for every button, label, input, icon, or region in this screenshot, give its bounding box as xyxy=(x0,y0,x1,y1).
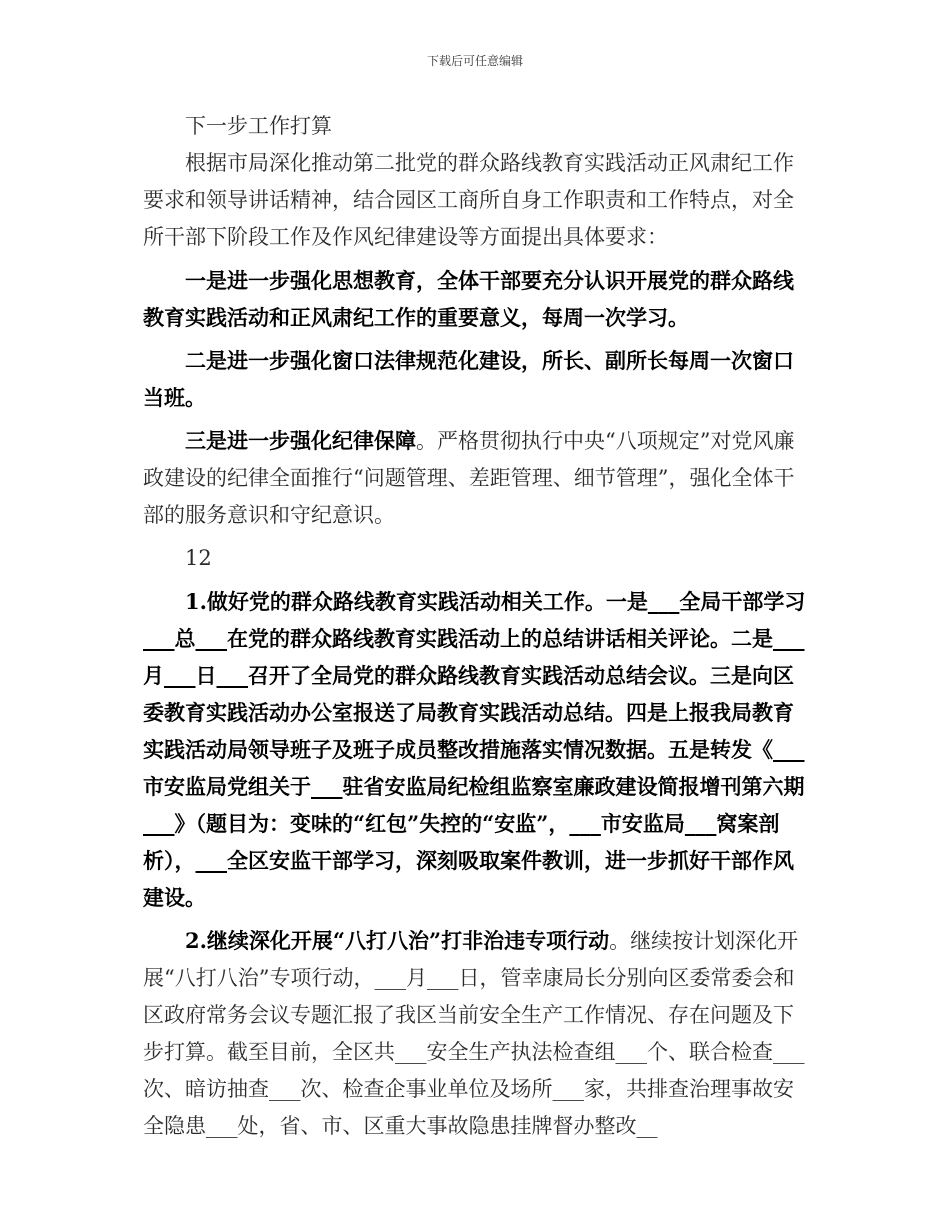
section-number: 12 xyxy=(185,546,212,570)
section-one-paragraph: 1.做好党的群众路线教育实践活动相关工作。一是___全局干部学习___总___在党的群众路线教育实践活动上的总结讲话相关评论。二是___月___日___召开了全局党的群众路线教育实践活动总结会议。三是向区委教育实践活动办公室报送了局教育实践活动总结。四是上报我局教育实践活动局领导班子及班子成员整改措施落实情况数据。五是转发《___市安监局党组关于___驻省安监局纪检组监察室廉政建设简报增刊第六期___》（题目为：变味的“红包”失控的“安监”，___市安监局___窝案剖析），___全区安监干部学习，深刻吸取案件教训，进一步抓好干部作风建设。 xyxy=(143,589,806,910)
section-two-lead: 2.继续深化开展“八打八治”打非治违专项行动 xyxy=(185,928,610,953)
intro-paragraph: 根据市局深化推动第二批党的群众路线教育实践活动正风肃纪工作要求和领导讲话精神，结合园区工商所自身工作职责和工作特点，对全所干部下阶段工作及作风纪律建设等方面提出具体要求： xyxy=(143,151,794,249)
item-one-paragraph: 一是进一步强化思想教育，全体干部要充分认识开展党的群众路线教育实践活动和正风肃纪工作的重要意义，每周一次学习。 xyxy=(143,268,794,330)
section-two-text: 。继续按计划深化开展“八打八治”专项行动，___月___日，管幸康局长分别向区委常委会和区政府常务会议专题汇报了我区当前安全生产工作情况、存在问题及下步打算。截至目前，全区共___安全生产执法检查组___个、联合检查___次、暗访抽查___次、检查企事业单位及场所___家，共排查治理事故安全隐患___处，省、市、区重大事故隐患挂牌督办整改__ xyxy=(143,929,805,1138)
item-two-paragraph: 二是进一步强化窗口法律规范化建设，所长、副所长每周一次窗口当班。 xyxy=(143,348,794,410)
section-two-paragraph xyxy=(143,922,807,1145)
item-three-text: 。严格贯彻执行中央“八项规定”对党风廉政建设的纪律全面推行“问题管理、差距管理、细节管理”，强化全体干部的服务意识和守纪意识。 xyxy=(143,429,795,527)
item-three-paragraph xyxy=(143,422,807,534)
page-header: 下载后可任意编辑 xyxy=(426,54,523,68)
item-three-lead: 三是进一步强化纪律保障 xyxy=(185,428,416,453)
section-title: 下一步工作打算 xyxy=(185,114,332,138)
document-body xyxy=(143,108,807,1145)
